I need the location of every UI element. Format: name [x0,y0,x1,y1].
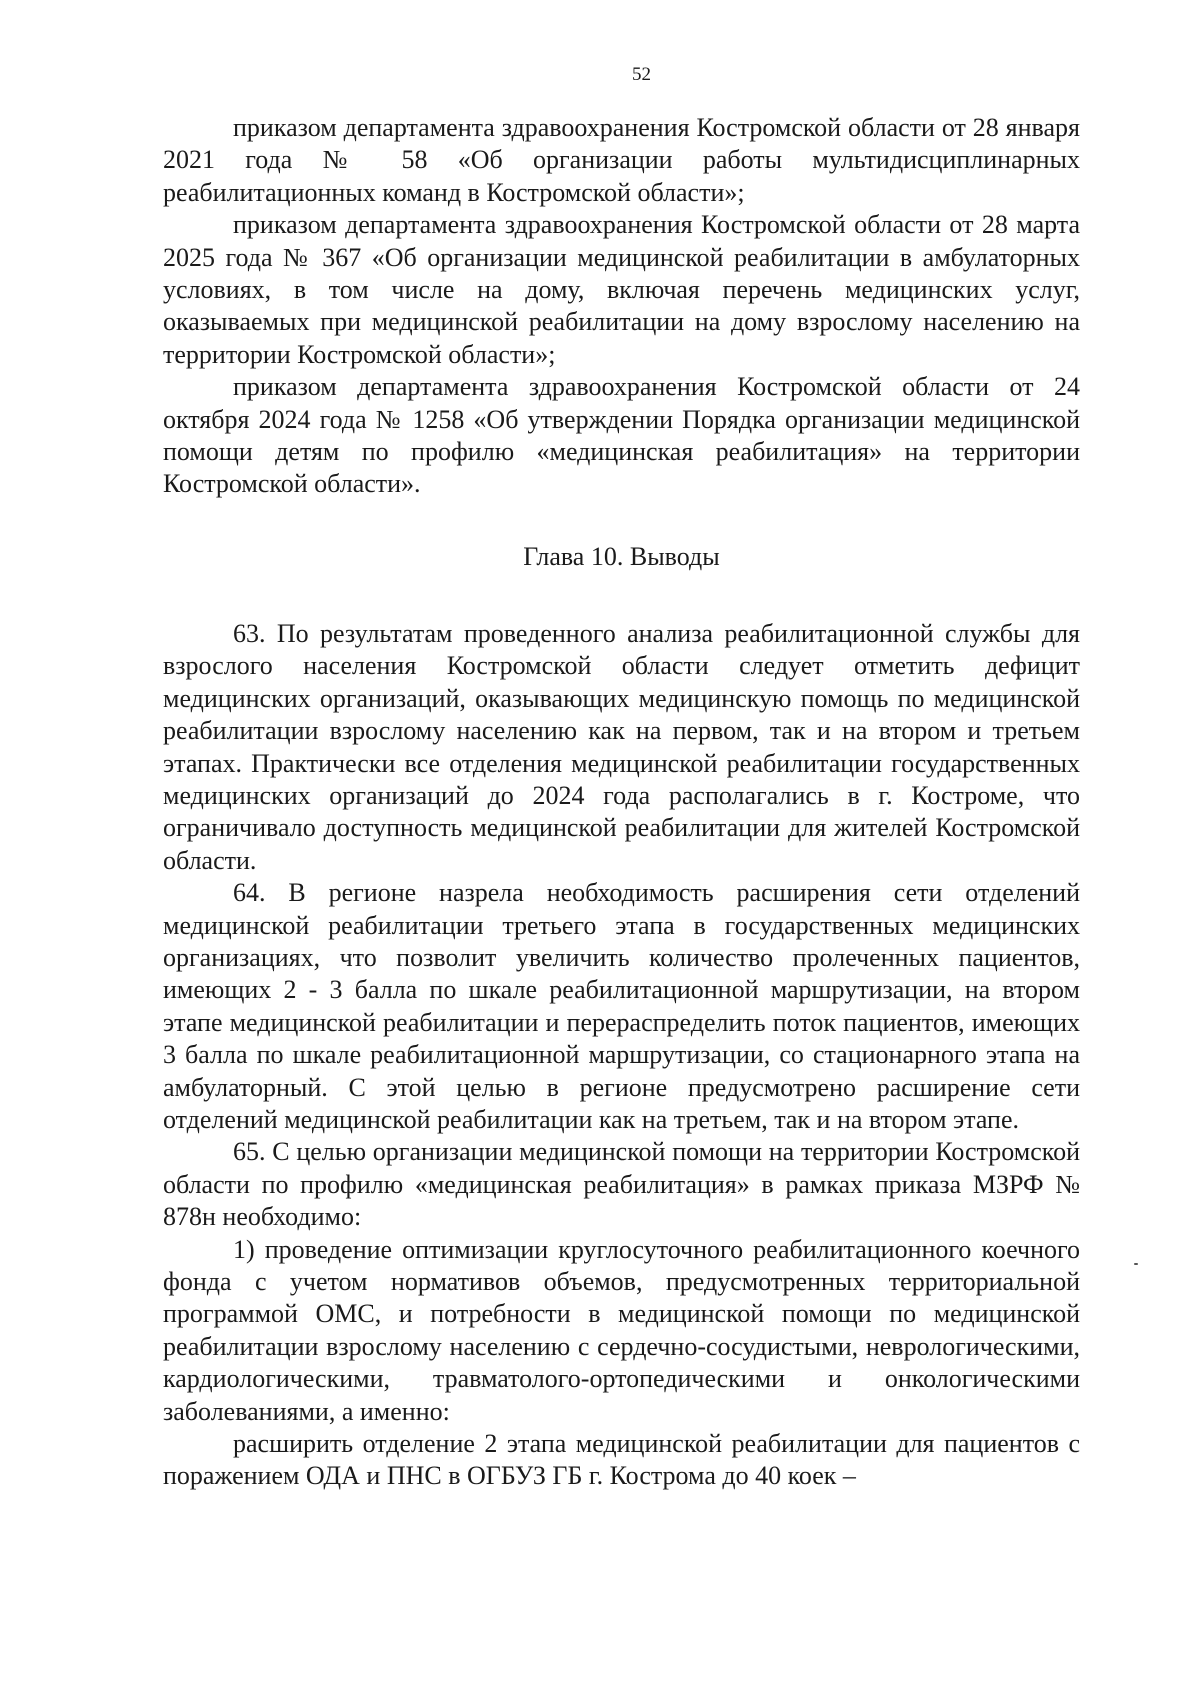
paragraph-65-item-1: 1) проведение оптимизации круглосуточного реабилитационного коечного фонда с учетом нормативов объемов, предусмотренных территориальной программой ОМС, и потребности в медицинской помощи по медицинской реабилитации взрослому населению с сердечно-сосудистыми, неврологическими, кардиологическими, травматолого-ортопедическими и онкологическими заболеваниями, а именно: [163,1234,1080,1426]
paragraph-65: 65. С целью организации медицинской помощи на территории Костромской области по профилю «медицинская реабилитация» в рамках приказа МЗРФ № 878н необходимо: [163,1137,1080,1232]
paragraph-order-2025: приказом департамента здравоохранения Костромской области от 28 марта 2025 года № 367 «Об организации медицинской реабилитации в амбулаторных условиях, в том числе на дому, включая перечень медицинских услуг, оказываемых при медицинской реабилитации на дому взрослому населению на территории Костромской области»; [163,210,1080,369]
scan-speck [1134,1263,1138,1265]
paragraph-order-2021: приказом департамента здравоохранения Костромской области от 28 января 2021 года № 58 «Об организации работы мультидисциплинарных реабилитационных команд в Костромской области»; [163,113,1080,207]
page-number: 52 [632,64,651,85]
paragraph-order-2024: приказом департамента здравоохранения Костромской области от 24 октября 2024 года № 1258 «Об утверждении Порядка организации медицинской помощи детям по профилю «медицинская реабилитация» на территории Костромской области». [163,372,1080,499]
paragraph-65-item-1-detail: расширить отделение 2 этапа медицинской реабилитации для пациентов с поражением ОДА и ПНС в ОГБУЗ ГБ г. Кострома до 40 коек – [163,1429,1080,1491]
paragraph-63: 63. По результатам проведенного анализа реабилитационной службы для взрослого населения Костромской области следует отметить дефицит медицинских организаций, оказывающих медицинскую помощь по медицинской реабилитации взрослому населению как на первом, так и на втором и третьем этапах. Практически все отделения медицинской реабилитации государственных медицинских организаций до 2024 года располагались в г. Костроме, что ограничивало доступность медицинской реабилитации для жителей Костромской области. [163,618,1080,875]
chapter-heading: Глава 10. Выводы [523,541,720,571]
paragraph-64: 64. В регионе назрела необходимость расширения сети отделений медицинской реабилитации третьего этапа в государственных медицинских организациях, что позволит увеличить количество пролеченных пациентов, имеющих 2 - 3 балла по шкале реабилитационной маршрутизации, на втором этапе медицинской реабилитации и перераспределить поток пациентов, имеющих 3 балла по шкале реабилитационной маршрутизации, со стационарного этапа на амбулаторный. С этой целью в регионе предусмотрено расширение сети отделений медицинской реабилитации как на третьем, так и на втором этапе. [163,878,1080,1134]
